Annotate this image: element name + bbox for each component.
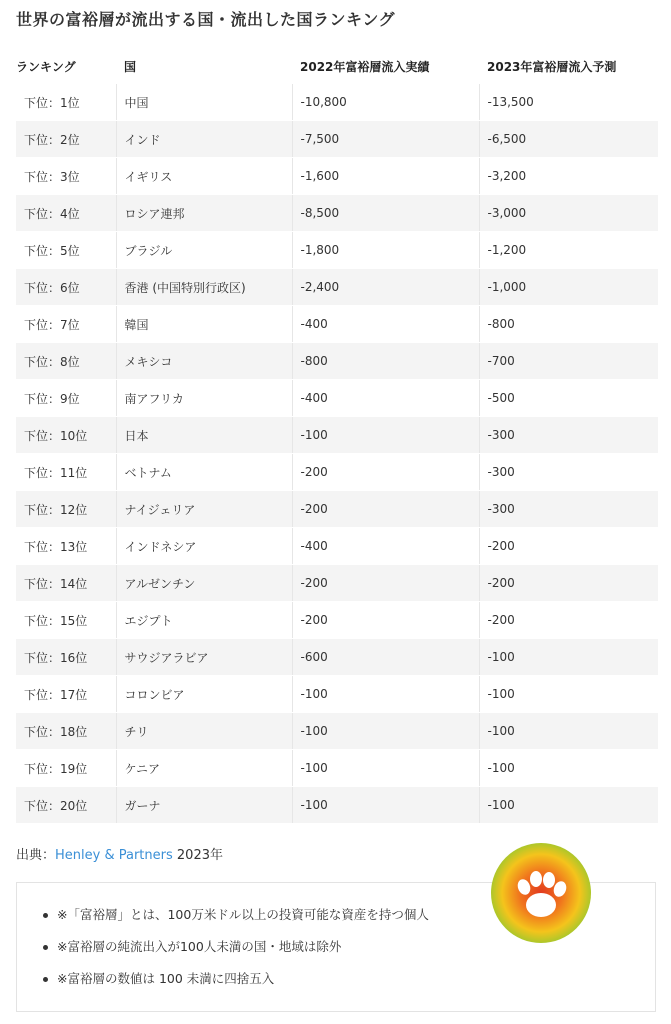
country-cell: チリ bbox=[116, 713, 292, 750]
value-2023-cell: -100 bbox=[479, 676, 658, 713]
country-cell: コロンビア bbox=[116, 676, 292, 713]
table-header-row bbox=[16, 48, 658, 84]
country-cell: 日本 bbox=[116, 417, 292, 454]
country-cell: ベトナム bbox=[116, 454, 292, 491]
value-2022-cell: -2,400 bbox=[292, 269, 479, 306]
table-row bbox=[16, 269, 658, 306]
note-text: ※富裕層の数値は 100 未満に四捨五入 bbox=[57, 971, 275, 986]
paw-badge[interactable] bbox=[491, 843, 591, 943]
value-2023-cell: -100 bbox=[479, 787, 658, 824]
table-row bbox=[16, 639, 658, 676]
paw-icon bbox=[491, 843, 591, 943]
table-row bbox=[16, 602, 658, 639]
country-cell: ロシア連邦 bbox=[116, 195, 292, 232]
value-2023-cell: -300 bbox=[479, 491, 658, 528]
header-2022: 2022年富裕層流入実績 bbox=[300, 59, 430, 74]
source-prefix: 出典： bbox=[16, 848, 56, 863]
table-row bbox=[16, 676, 658, 713]
note-item bbox=[43, 937, 429, 969]
value-2023-cell: -3,000 bbox=[479, 195, 658, 232]
bullet-icon bbox=[43, 913, 48, 918]
value-2022-cell: -200 bbox=[292, 565, 479, 602]
rank-cell: 下位：2位 bbox=[16, 121, 116, 158]
country-cell: アルゼンチン bbox=[116, 565, 292, 602]
table-row bbox=[16, 454, 658, 491]
rank-cell: 下位：7位 bbox=[16, 306, 116, 343]
rank-cell: 下位：5位 bbox=[16, 232, 116, 269]
bullet-icon bbox=[43, 945, 48, 950]
value-2022-cell: -200 bbox=[292, 491, 479, 528]
country-cell: 韓国 bbox=[116, 306, 292, 343]
value-2023-cell: -200 bbox=[479, 602, 658, 639]
table-row bbox=[16, 195, 658, 232]
value-2022-cell: -1,600 bbox=[292, 158, 479, 195]
table-row bbox=[16, 750, 658, 787]
country-cell: インドネシア bbox=[116, 528, 292, 565]
value-2022-cell: -400 bbox=[292, 380, 479, 417]
table-row bbox=[16, 343, 658, 380]
country-cell: 中国 bbox=[116, 84, 292, 121]
rank-cell: 下位：4位 bbox=[16, 195, 116, 232]
value-2022-cell: -800 bbox=[292, 343, 479, 380]
bullet-icon bbox=[43, 977, 48, 982]
value-2023-cell: -200 bbox=[479, 528, 658, 565]
rank-cell: 下位：11位 bbox=[16, 454, 116, 491]
header-2023: 2023年富裕層流入予測 bbox=[487, 59, 617, 74]
value-2023-cell: -100 bbox=[479, 750, 658, 787]
value-2022-cell: -100 bbox=[292, 750, 479, 787]
header-rank: ランキング bbox=[16, 59, 76, 74]
rank-cell: 下位：1位 bbox=[16, 84, 116, 121]
value-2023-cell: -13,500 bbox=[479, 84, 658, 121]
country-cell: イギリス bbox=[116, 158, 292, 195]
rank-cell: 下位：8位 bbox=[16, 343, 116, 380]
value-2022-cell: -400 bbox=[292, 306, 479, 343]
value-2022-cell: -7,500 bbox=[292, 121, 479, 158]
rank-cell: 下位：12位 bbox=[16, 491, 116, 528]
rank-cell: 下位：20位 bbox=[16, 787, 116, 824]
table-row bbox=[16, 528, 658, 565]
rank-cell: 下位：13位 bbox=[16, 528, 116, 565]
rank-cell: 下位：15位 bbox=[16, 602, 116, 639]
country-cell: ナイジェリア bbox=[116, 491, 292, 528]
country-cell: サウジアラビア bbox=[116, 639, 292, 676]
value-2022-cell: -100 bbox=[292, 787, 479, 824]
header-country: 国 bbox=[124, 59, 137, 74]
country-cell: エジプト bbox=[116, 602, 292, 639]
value-2023-cell: -700 bbox=[479, 343, 658, 380]
ranking-table bbox=[16, 48, 658, 824]
country-cell: インド bbox=[116, 121, 292, 158]
value-2022-cell: -400 bbox=[292, 528, 479, 565]
table-row bbox=[16, 565, 658, 602]
rank-cell: 下位：6位 bbox=[16, 269, 116, 306]
value-2022-cell: -200 bbox=[292, 454, 479, 491]
value-2022-cell: -200 bbox=[292, 602, 479, 639]
country-cell: メキシコ bbox=[116, 343, 292, 380]
table-row bbox=[16, 380, 658, 417]
notes-list bbox=[43, 905, 429, 1001]
value-2023-cell: -3,200 bbox=[479, 158, 658, 195]
page-title: 世界の富裕層が流出する国・流出した国ランキング bbox=[16, 10, 396, 29]
source-line bbox=[16, 846, 223, 866]
source-suffix: 2023年 bbox=[172, 848, 223, 863]
value-2023-cell: -200 bbox=[479, 565, 658, 602]
table-row bbox=[16, 158, 658, 195]
value-2023-cell: -800 bbox=[479, 306, 658, 343]
rank-cell: 下位：3位 bbox=[16, 158, 116, 195]
country-cell: 香港 (中国特別行政区) bbox=[116, 269, 292, 306]
table-row bbox=[16, 84, 658, 121]
table-row bbox=[16, 491, 658, 528]
value-2022-cell: -8,500 bbox=[292, 195, 479, 232]
value-2023-cell: -300 bbox=[479, 417, 658, 454]
rank-cell: 下位：17位 bbox=[16, 676, 116, 713]
country-cell: ブラジル bbox=[116, 232, 292, 269]
rank-cell: 下位：19位 bbox=[16, 750, 116, 787]
rank-cell: 下位：18位 bbox=[16, 713, 116, 750]
rank-cell: 下位：16位 bbox=[16, 639, 116, 676]
note-item bbox=[43, 905, 429, 937]
value-2022-cell: -100 bbox=[292, 676, 479, 713]
value-2022-cell: -10,800 bbox=[292, 84, 479, 121]
value-2023-cell: -300 bbox=[479, 454, 658, 491]
rank-cell: 下位：9位 bbox=[16, 380, 116, 417]
table-row bbox=[16, 417, 658, 454]
value-2022-cell: -100 bbox=[292, 417, 479, 454]
country-cell: ガーナ bbox=[116, 787, 292, 824]
value-2023-cell: -1,200 bbox=[479, 232, 658, 269]
note-item bbox=[43, 969, 429, 1001]
table-row bbox=[16, 787, 658, 824]
source-link[interactable]: Henley & Partners bbox=[55, 848, 173, 863]
table-row bbox=[16, 713, 658, 750]
rank-cell: 下位：14位 bbox=[16, 565, 116, 602]
value-2023-cell: -500 bbox=[479, 380, 658, 417]
value-2023-cell: -1,000 bbox=[479, 269, 658, 306]
value-2022-cell: -100 bbox=[292, 713, 479, 750]
value-2023-cell: -6,500 bbox=[479, 121, 658, 158]
rank-cell: 下位：10位 bbox=[16, 417, 116, 454]
value-2022-cell: -1,800 bbox=[292, 232, 479, 269]
table-row bbox=[16, 306, 658, 343]
note-text: ※富裕層の純流出入が100人未満の国・地域は除外 bbox=[57, 939, 342, 954]
note-text: ※「富裕層」とは、100万米ドル以上の投資可能な資産を持つ個人 bbox=[57, 907, 429, 922]
value-2022-cell: -600 bbox=[292, 639, 479, 676]
country-cell: ケニア bbox=[116, 750, 292, 787]
table-row bbox=[16, 121, 658, 158]
table-row bbox=[16, 232, 658, 269]
value-2023-cell: -100 bbox=[479, 713, 658, 750]
country-cell: 南アフリカ bbox=[116, 380, 292, 417]
value-2023-cell: -100 bbox=[479, 639, 658, 676]
